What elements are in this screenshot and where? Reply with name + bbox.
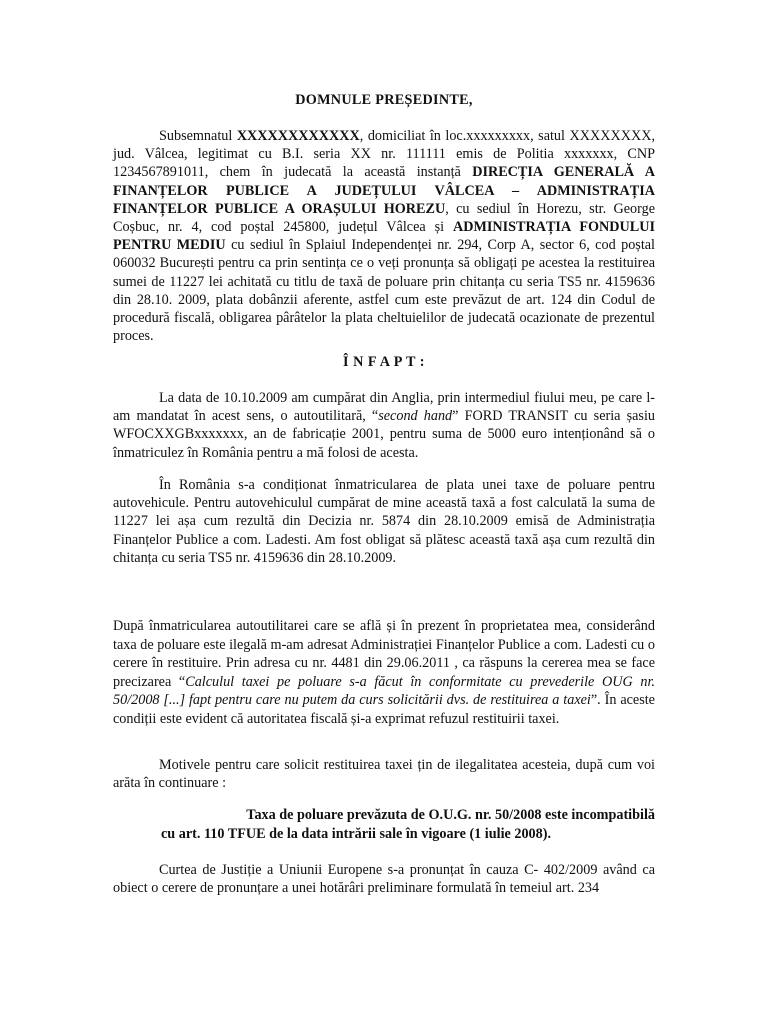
- paragraph-reasons: Motivele pentru care solicit restituirea taxei țin de ilegalitatea acesteia, după cum voi arăta în continuare :: [113, 757, 655, 792]
- paragraph-petition: [113, 127, 655, 345]
- text-run: ”. În aceste condiții este evident că autoritatea fiscală și-a exprimat refuzul restituirii taxei.: [113, 692, 655, 727]
- text-run: ” FORD TRANSIT cu seria șasiu WFOCXXGBxxxxxxx, an de fabricație 2001, pentru suma de 5000 euro intenționând să o înmatriculez în România pentru a mă folosi de acesta.: [113, 408, 655, 461]
- paragraph-purchase: [113, 389, 655, 462]
- paragraph-refund-request: [113, 617, 655, 729]
- document-title: DOMNULE PREȘEDINTE,: [295, 92, 473, 108]
- subheading-line-1: Taxa de poluare prevăzuta de O.U.G. nr. 50/2008 este incompatibilă: [246, 807, 655, 823]
- defendant-1: DIRECȚIA GENERALĂ A FINANȚELOR PUBLICE A JUDEȚULUI VÂLCEA – ADMINISTRAȚIA FINANȚELOR PUBLICE A ORAȘULUI HOREZU: [113, 164, 655, 217]
- text-run: Subsemnatul: [159, 128, 237, 144]
- text-run: , cu sediul în Horezu, str. George Coșbuc, nr. 4, cod poștal 245800, județul Vâlcea și: [113, 200, 655, 236]
- paragraph-court: Curtea de Justiție a Uniunii Europene s-a pronunțat în cauza C- 402/2009 având ca obiect o cerere de pronunțare a unei hotărâri preliminare formulată în temeiul art. 234: [113, 862, 655, 897]
- italic-text: second hand: [378, 408, 453, 425]
- subheading-line-2: cu art. 110 TFUE de la data intrării sale în vigoare (1 iulie 2008).: [161, 826, 552, 842]
- section-heading-fapt: Î N F A P T :: [343, 354, 425, 370]
- text-run: După înmatricularea autoutilitarei care se află și în prezent în proprietatea mea, considerând taxa de poluare este ilegală m-am adresat Administrației Finanțelor Publice a com. Ladesti cu o cerere în restituire. Prin adresa cu nr. 4481 din 29.06.2011 , ca răspuns la cererea mea se face precizarea “: [113, 618, 655, 690]
- quoted-response: Calculul taxei pe poluare s-a făcut în conformitate cu prevederile OUG nr. 50/2008 [...] fapt pentru care nu putem da curs solicitării dvs. de restituirea a taxei: [113, 673, 655, 709]
- text-run: La data de 10.10.2009 am cumpărat din Anglia, prin intermediul fiului meu, pe care l-am mandatat în acest sens, o autoutilitară, “: [113, 390, 655, 425]
- text-run: cu sediul în Splaiul Independenței nr. 294, Corp A, sector 6, cod poștal 060032 București pentru ca prin sentința ce o veți pronunța să obligați pe acestea la restituirea sumei de 11227 lei achitată cu titlu de taxă de poluare prin chitanța cu seria TS5 nr. 4159636 din 28.10. 2009, plata dobânzii aferente, astfel cum este prevăzut de art. 124 din Codul de procedură fiscală, obligarea pârâtelor la plata cheltuielilor de judecată ocazionate de prezentul proces.: [113, 237, 656, 345]
- defendant-2: ADMINISTRAȚIA FONDULUI PENTRU MEDIU: [113, 219, 655, 254]
- text-run: , domiciliat în loc.xxxxxxxxx, satul XXXXXXXX, jud. Vâlcea, legitimat cu B.I. seria XX nr. 111111 emis de Politia xxxxxxx, CNP 1234567891011, chem în judecată la această instanță: [113, 128, 655, 181]
- paragraph-tax: În România s-a condiționat înmatricularea de plata unei taxe de poluare pentru autovehicule. Pentru autovehiculul cumpărat de mine această taxă a fost calculată la suma de 11227 lei așa cum rezultă din Decizia nr. 5874 din 28.10.2009 emisă de Administrația Finanțelor Publice a com. Ladesti. Am fost obligat să plătesc această taxă așa cum rezultă din chitanța cu seria TS5 nr. 4159636 din 28.10.2009.: [113, 477, 655, 566]
- plaintiff-name: XXXXXXXXXXXX: [236, 128, 360, 144]
